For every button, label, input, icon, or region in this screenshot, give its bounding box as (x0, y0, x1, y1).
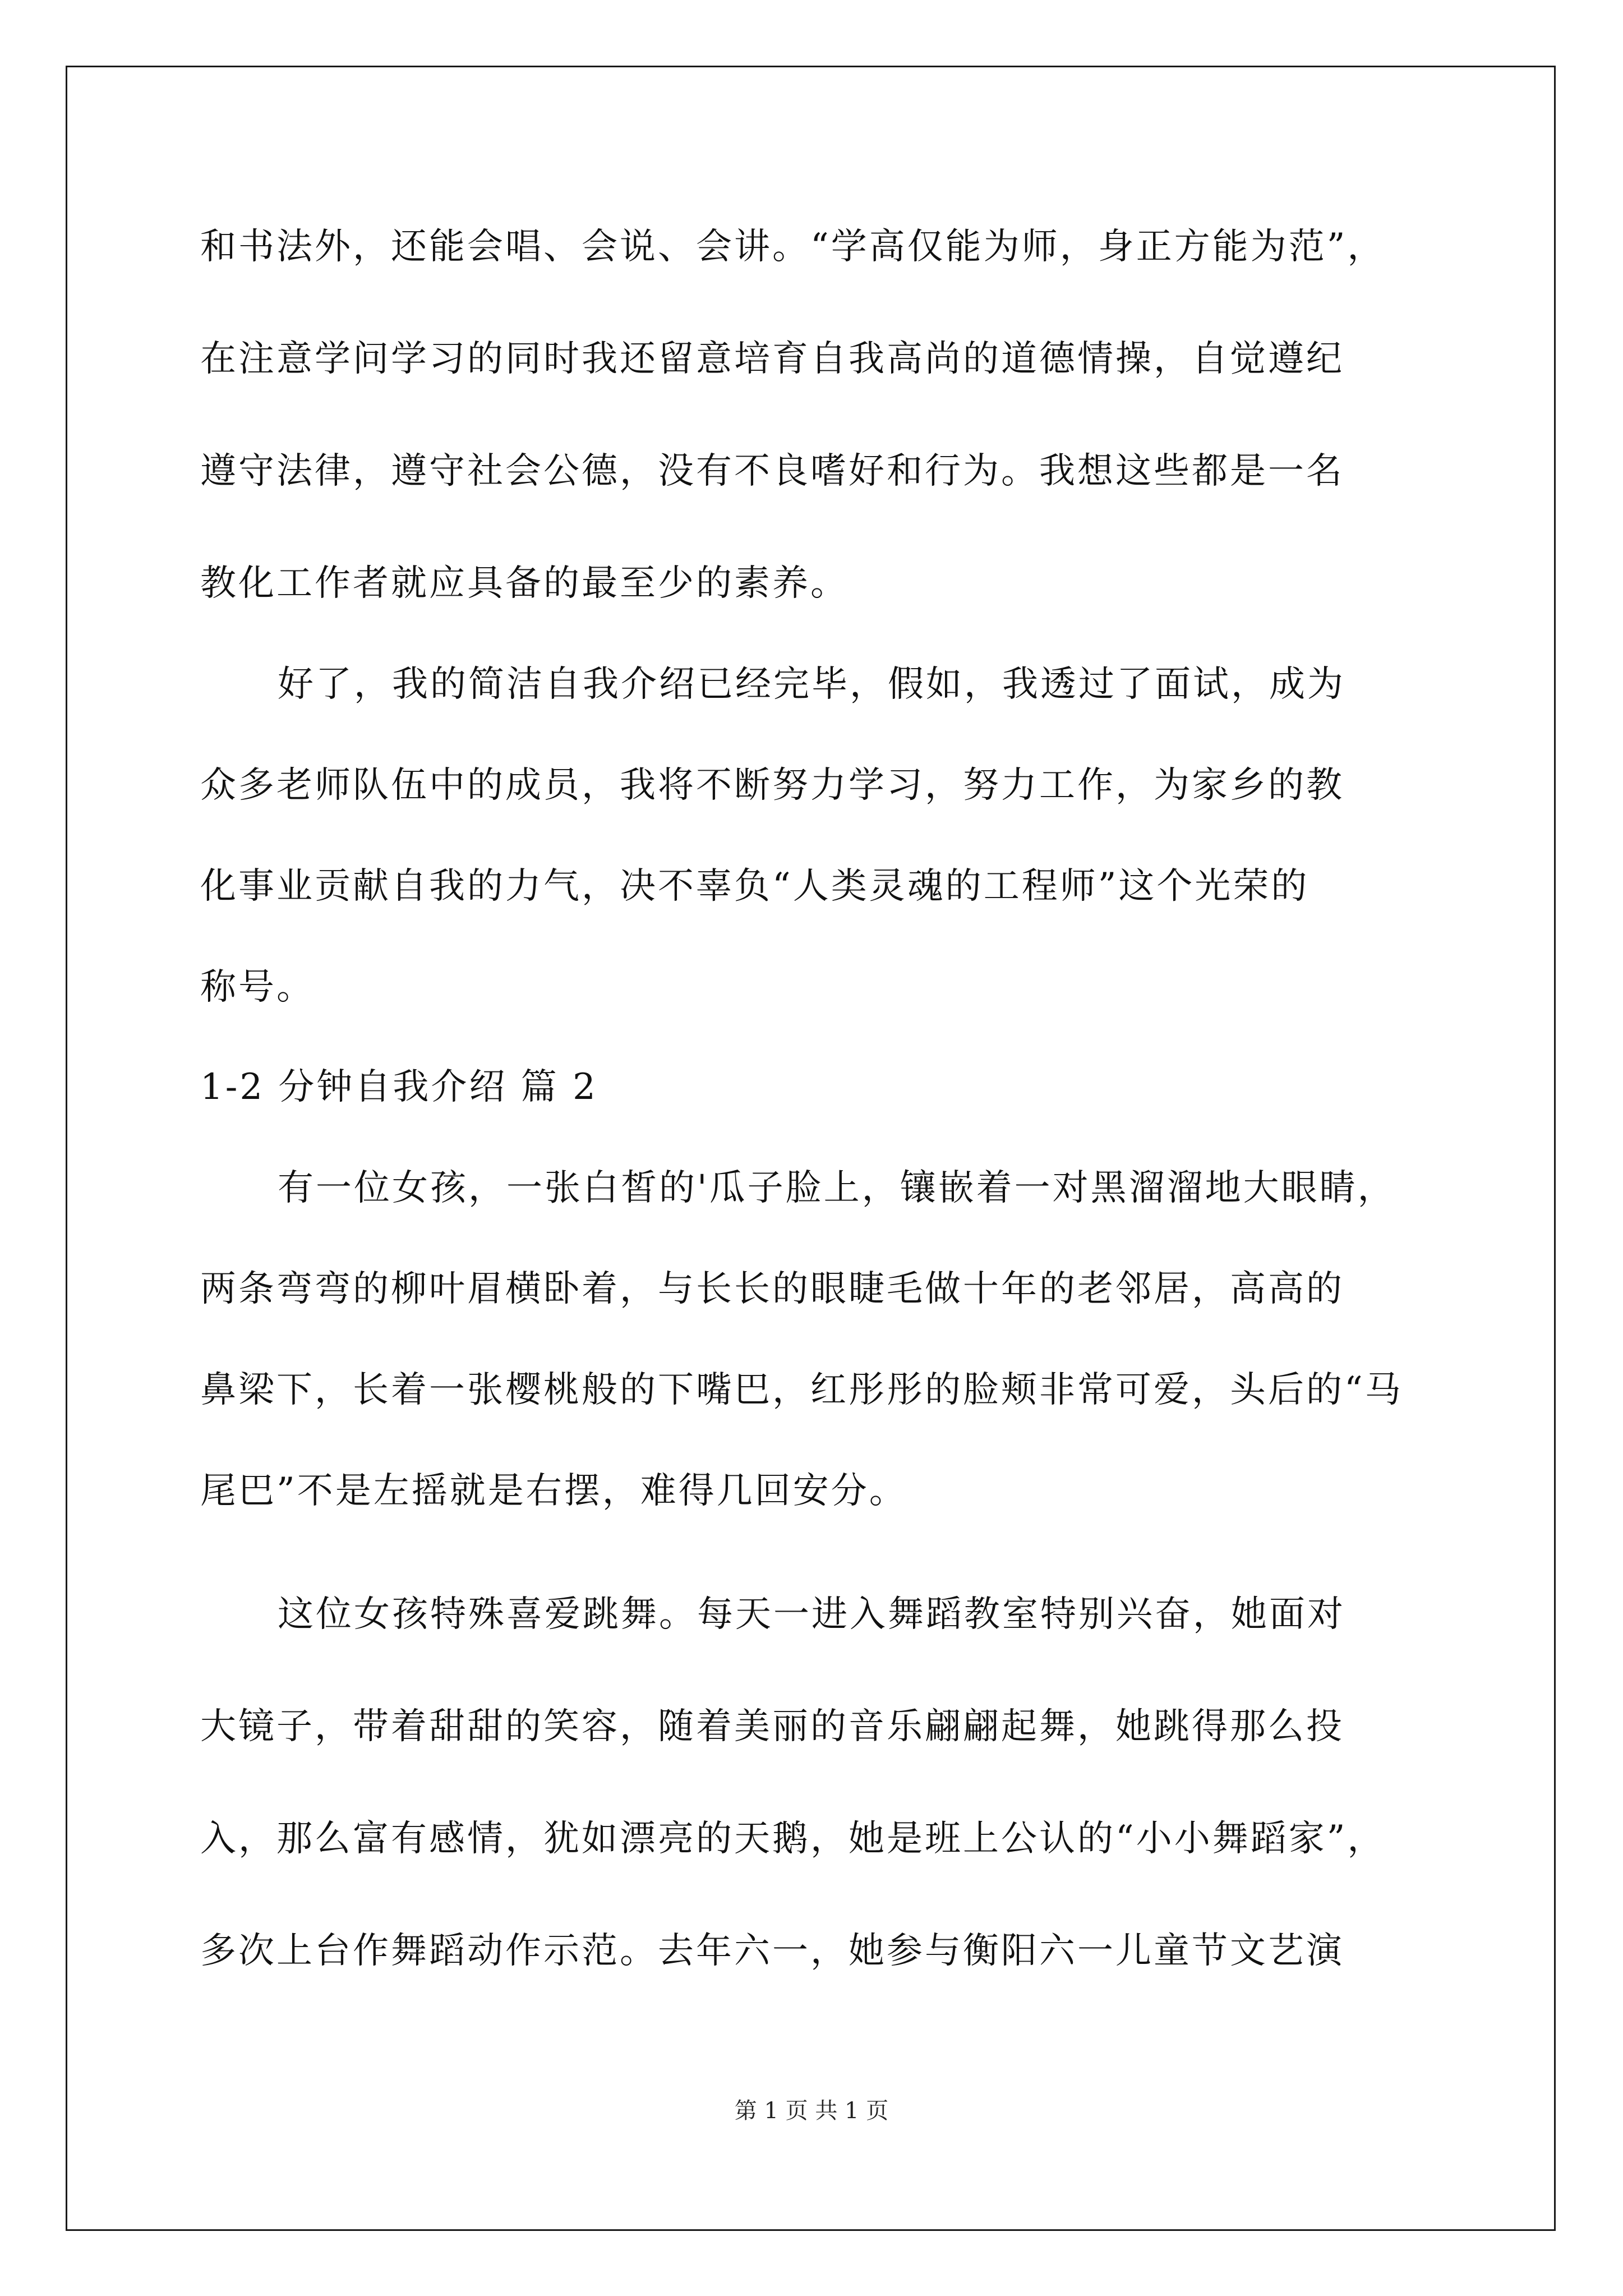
paragraph-line: 好了，我的简洁自我介绍已经完毕，假如，我透过了面试，成为 (278, 664, 1345, 705)
paragraph-line: 大镜子，带着甜甜的笑容，随着美丽的音乐翩翩起舞，她跳得那么投 (200, 1706, 1344, 1747)
paragraph-line: 众多老师队伍中的成员，我将不断努力学习，努力工作，为家乡的教 (200, 765, 1344, 806)
paragraph-line: 在注意学问学习的同时我还留意培育自我高尚的道德情操，自觉遵纪 (200, 338, 1344, 380)
paragraph-line: 多次上台作舞蹈动作示范。去年六一，她参与衡阳六一儿童节文艺演 (200, 1930, 1344, 1972)
paragraph-line: 入，那么富有感情，犹如漂亮的天鹅，她是班上公认的“小小舞蹈家”， (200, 1818, 1386, 1860)
paragraph-line: 这位女孩特殊喜爱跳舞。每天一进入舞蹈教室特别兴奋，她面对 (278, 1594, 1345, 1635)
paragraph-line: 有一位女孩，一张白皙的'瓜子脸上，镶嵌着一对黑溜溜地大眼睛， (278, 1167, 1396, 1209)
section-heading: 1-2 分钟自我介绍 篇 2 (200, 1066, 598, 1108)
paragraph-line: 两条弯弯的柳叶眉横卧着，与长长的眼睫毛做十年的老邻居，高高的 (200, 1268, 1344, 1310)
paragraph-line: 和书法外，还能会唱、会说、会讲。“学高仅能为师，身正方能为范”， (200, 226, 1386, 268)
paragraph-line: 遵守法律，遵守社会公德，没有不良嗜好和行为。我想这些都是一名 (200, 450, 1344, 492)
paragraph-line: 称号。 (200, 967, 315, 1008)
page-border (66, 66, 1556, 2231)
paragraph-line: 教化工作者就应具备的最至少的素养。 (200, 563, 849, 604)
paragraph-line: 鼻梁下，长着一张樱桃般的下嘴巴，红彤彤的脸颊非常可爱，头后的“马 (200, 1369, 1403, 1411)
page-footer: 第 1 页 共 1 页 (734, 2098, 889, 2124)
paragraph-line: 尾巴”不是左摇就是右摆，难得几回安分。 (200, 1470, 907, 1512)
paragraph-line: 化事业贡献自我的力气，决不辜负“人类灵魂的工程师”这个光荣的 (200, 866, 1310, 907)
